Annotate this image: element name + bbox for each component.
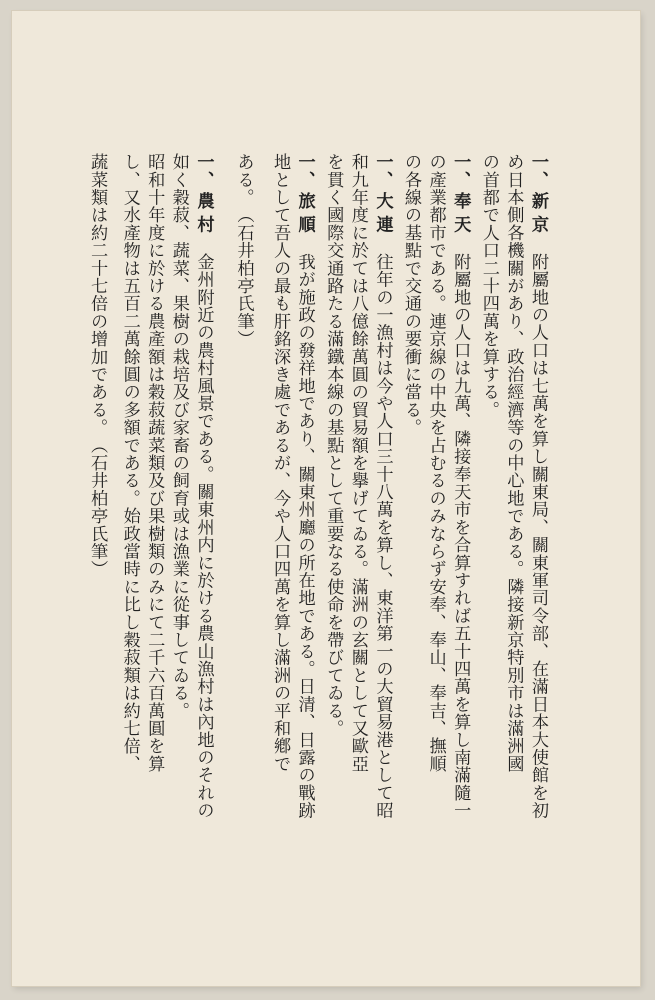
entry-text: 往年の一漁村は今や人口三十八萬を算し、東洋第一の大貿易港として昭	[372, 252, 393, 820]
vertical-text-block	[77, 153, 550, 873]
entry-mark: 一、	[372, 153, 393, 189]
entry-line: の產業都市である。連京線の中央を占むるのみならず安奉、奉山、奉吉、撫順	[425, 153, 446, 773]
entry-line: を貫く國際交通路たる滿鐵本線の基點として重要なる使命を帶びてゐる。	[323, 153, 344, 738]
postcard	[12, 11, 640, 986]
entry-ryojun	[219, 153, 316, 873]
entry-line: 和九年度に於ては八億餘萬圓の貿易額を擧げてゐる。滿洲の玄關として又歐亞	[347, 153, 368, 773]
entry-line	[448, 153, 473, 873]
entry-noson	[77, 153, 215, 873]
entry-title: 大連	[372, 192, 393, 239]
entry-text: 附屬地の人口は七萬を算し關東局、關東軍司令部、在滿日本大使館を初	[528, 252, 548, 820]
entry-text: 附屬地の人口は九萬、隣接奉天市を合算すれば五十四萬を算し南滿隨一	[450, 252, 471, 820]
entry-line: 地として吾人の最も肝銘深き處であるが、今や人口四萬を算し滿洲の平和鄕で	[270, 153, 291, 773]
artist-credit: （石井柏亭氏筆）	[87, 436, 108, 578]
entry-text: 金州附近の農村風景である。關東州内に於ける農山漁村は內地のそれの	[193, 252, 214, 820]
entry-line	[370, 153, 395, 873]
entry-title: 新京	[528, 192, 548, 239]
entry-shinkyo	[476, 153, 550, 873]
entry-title: 旅順	[294, 192, 315, 239]
entry-title: 農村	[193, 192, 214, 239]
entry-mark: 一、	[528, 153, 548, 189]
entry-line	[292, 153, 317, 873]
entry-text: ある。	[233, 153, 254, 207]
entry-line	[525, 153, 550, 873]
entry-line: し、又水產物は五百二萬餘圓の多額である。始政當時に比し穀菽類は約七倍、	[119, 153, 140, 773]
entry-mark: 一、	[294, 153, 315, 189]
entry-line: め日本側各機關があり、政治經濟等の中心地である。隣接新京特別市は滿洲國	[503, 153, 524, 773]
entry-title: 奉天	[450, 192, 471, 239]
entry-line: の各線の基點で交通の要衝に當る。	[401, 153, 422, 437]
entry-mark: 一、	[193, 153, 214, 189]
entry-line: 昭和十年度に於ける農產額は穀菽蔬菜類及び果樹類のみにて二千六百萬圓を算	[144, 153, 165, 773]
entry-line	[219, 153, 267, 873]
entry-text: 我が施政の發祥地であり、關東州廳の所在地である。日清、日露の戰跡	[294, 252, 315, 820]
entry-line: 如く穀菽、蔬菜、果樹の栽培及び家畜の飼育或は漁業に從事してゐる。	[168, 153, 189, 720]
entry-hoten	[398, 153, 472, 873]
entry-line	[191, 153, 216, 873]
entry-line: の首都で人口二十四萬を算する。	[478, 153, 499, 419]
entry-mark: 一、	[450, 153, 471, 189]
artist-credit: （石井柏亭氏筆）	[233, 206, 254, 348]
entry-dairen	[321, 153, 395, 873]
entry-line	[77, 153, 117, 873]
entry-text: 蔬菜類は約二十七倍の增加である。	[87, 153, 108, 437]
